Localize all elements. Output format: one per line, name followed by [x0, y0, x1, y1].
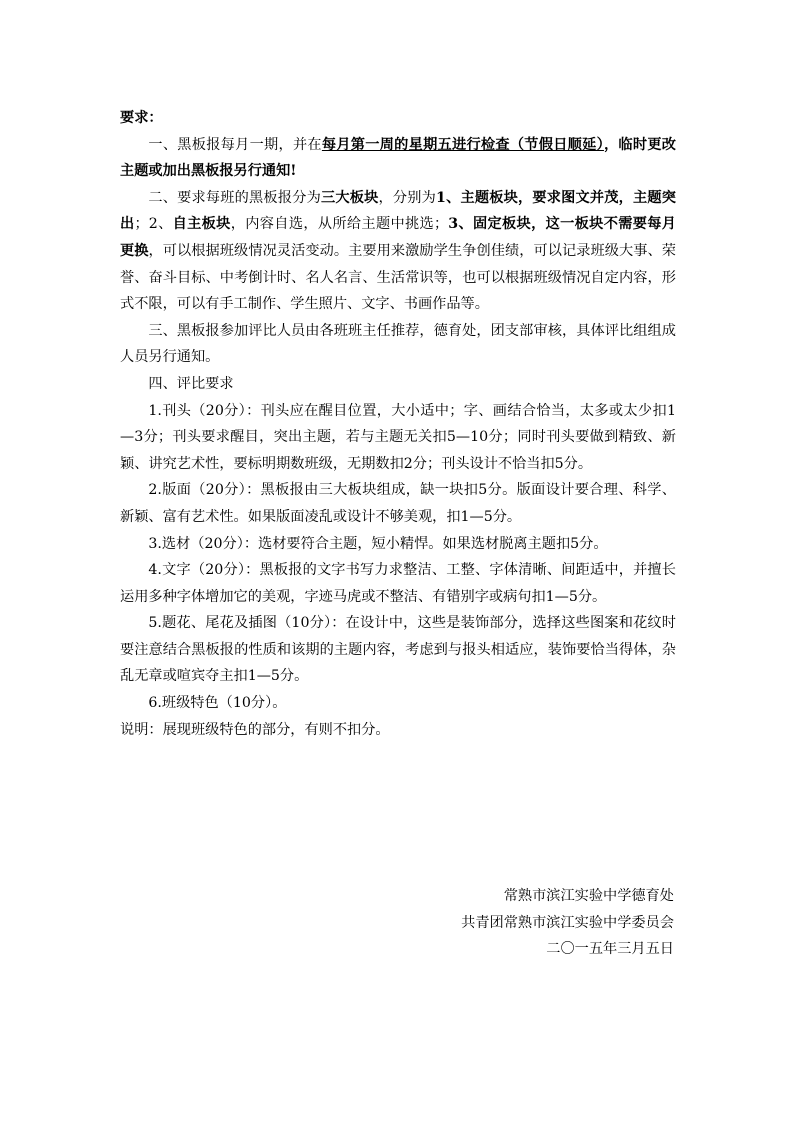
signature-org-2: 共青团常熟市滨江实验中学委员会 — [461, 914, 674, 931]
paragraph-2-emphasis-d: 1、主题板块，要求图文并茂，主题突出 — [120, 189, 676, 233]
criteria-item-4: 4.文字（20分）：黑板报的文字书写力求整洁、工整、字体清晰、间距适中，并擅长运用多种字体增加它的美观，字迹马虎或不整洁、有错别字或病句扣1—5分。 — [120, 562, 676, 605]
criteria-item-3: 3.选材（20分）：选材要符合主题，短小精悍。如果选材脱离主题扣5分。 — [148, 535, 608, 552]
criteria-item-1: 1.刊头（20分）：刊头应在醒目位置，大小适中；字、画结合恰当，太多或太少扣1—3分；刊头要求醒目，突出主题，若与主题无关扣5—10分；同时刊头要做到精致、新颖、讲究艺术性，要标明期数班级，无期数扣2分；刊头设计不恰当扣5分。 — [120, 402, 676, 472]
paragraph-2 — [120, 185, 676, 318]
paragraph-2-text-e: ；2、 — [134, 216, 173, 233]
paragraph-2-emphasis-h: 3、固定板块，这一板块不需要每月更换 — [120, 216, 676, 259]
note: 说明：展现班级特色的部分，有则不扣分。 — [120, 721, 390, 738]
paragraph-1-text-a: 一、黑板报每月一期，并在 — [148, 136, 322, 153]
criteria-item-5: 5.题花、尾花及插图（10分）：在设计中，这些是装饰部分，选择这些图案和花纹时要注意结合黑板报的性质和该期的主题内容，考虑到与报头相适应，装饰要恰当得体，杂乱无章或喧宾夺主扣1—5分。 — [120, 615, 676, 685]
document-body — [120, 105, 676, 743]
paragraph-2-text-a: 二、要求每班的黑板报分为 — [148, 189, 321, 206]
criteria-item-6: 6.班级特色（10分）。 — [148, 695, 287, 712]
paragraph-3: 三、黑板报参加评比人员由各班班主任推荐，德育处，团支部审核，具体评比组组成人员另行通知。 — [120, 322, 676, 366]
paragraph-2-text-g: ，内容自选，从所给主题中挑选； — [230, 216, 449, 233]
paragraph-1-emphasis: 每月第一周的星期五进行检查（节假日顺延） — [321, 136, 604, 153]
signature-org-1: 常熟市滨江实验中学德育处 — [503, 888, 674, 904]
paragraph-1-text-c: ，临时更改主题或加出黑板报另行通知! — [120, 136, 676, 180]
signature-block — [314, 883, 674, 963]
criteria-item-2: 2.版面（20分）：黑板报由三大板块组成，缺一块扣5分。版面设计要合理、科学、新颖、富有艺术性。如果版面凌乱或设计不够美观，扣1—5分。 — [120, 482, 676, 525]
paragraph-2-emphasis-b: 三大板块 — [320, 189, 379, 206]
paragraph-2-text-c: ，分别为 — [378, 189, 437, 206]
paragraph-2-text-i: ，可以根据班级情况灵活变动。主要用来激励学生争创佳绩，可以记录班级大事、荣誉、奋斗目标、中考倒计时、名人名言、生活常识等，也可以根据班级情况自定内容，形式不限，可以有手工制作、学生照片、文字、书画作品等。 — [120, 242, 676, 313]
paragraph-4: 四、评比要求 — [148, 375, 234, 392]
signature-date: 二〇一五年三月五日 — [546, 941, 674, 958]
document-heading: 要求： — [120, 110, 163, 126]
paragraph-2-emphasis-f: 自主板块 — [172, 216, 231, 233]
paragraph-1 — [120, 132, 676, 185]
